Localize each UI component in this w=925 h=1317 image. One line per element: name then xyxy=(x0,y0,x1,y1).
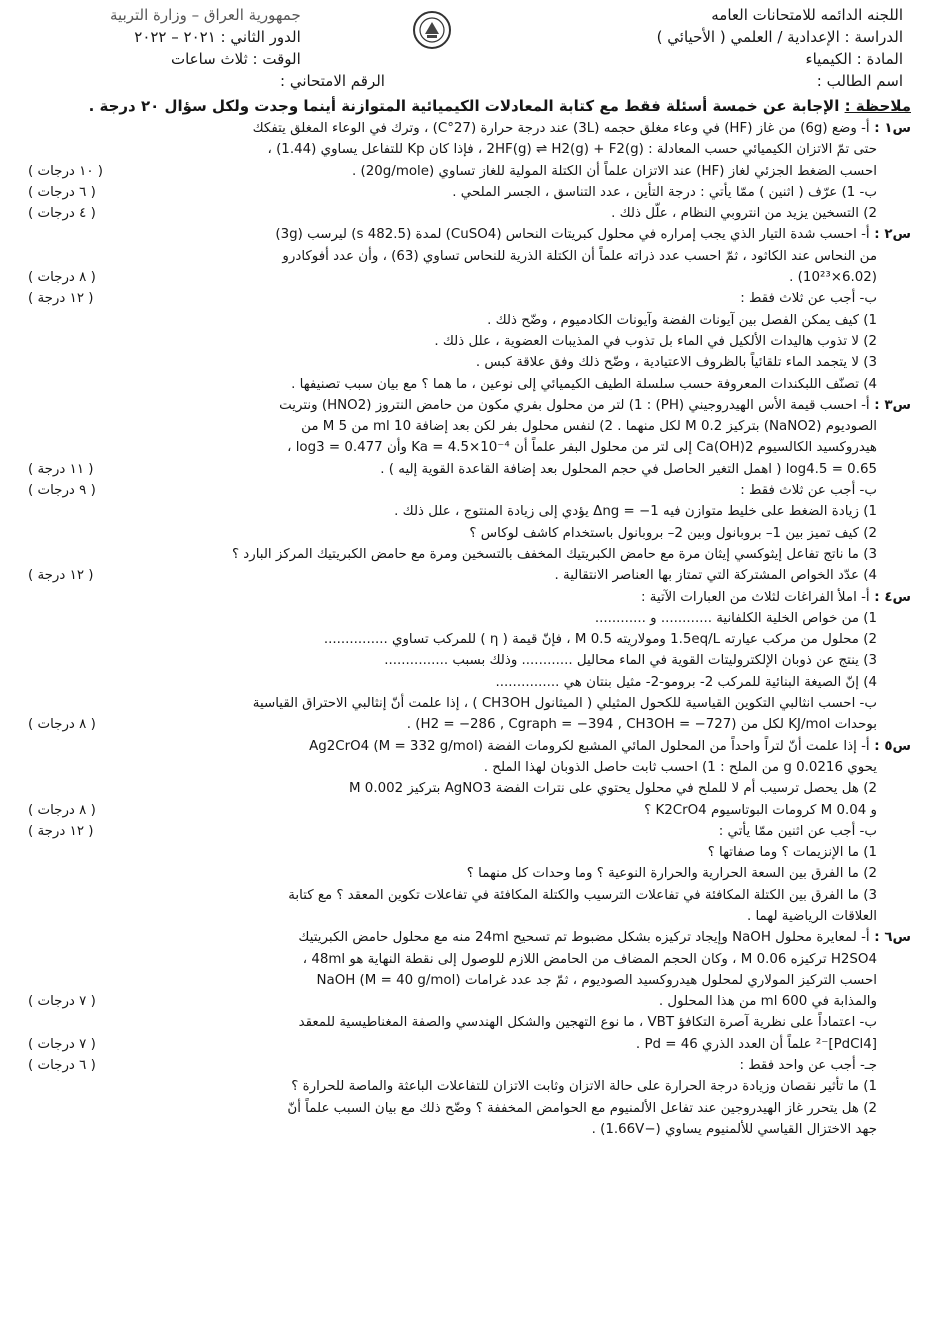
question-text: العلاقات الرياضية لهما . xyxy=(746,908,877,924)
question-line xyxy=(10,1034,911,1055)
question-line xyxy=(10,1012,911,1033)
question-text: ب- أجب عن ثلاث فقط : xyxy=(740,291,877,307)
question-text: 3) ما الفرق بين الكتلة المكافئة في تفاعلات الترسيب والكتلة المكافئة في تفاعلات تكوين المعقد ؟ مع كتابة xyxy=(288,887,877,903)
marks-label: ( ١٠ درجات ) xyxy=(28,163,104,179)
question-text: جهد الاختزال القياسي للألمنيوم يساوي (−1.66V) . xyxy=(591,1121,877,1137)
question-line xyxy=(10,459,911,480)
question-text: من النحاس عند الكاثود ، ثمّ احسب عدد ذراته علماً أن الكتلة الذرية للنحاس تساوي (63) ، وأن عدد أفوكادرو xyxy=(282,248,877,264)
question-line xyxy=(10,203,911,224)
question-line xyxy=(10,1055,911,1076)
question-line xyxy=(10,118,911,139)
question-line xyxy=(10,501,911,522)
exam-number-label: الرقم الامتحاني : xyxy=(280,72,385,90)
question-text: 2) هل يحصل ترسيب أم لا للملح في محلول يحتوي على نترات الفضة AgNO3 بتركيز 0.002 M xyxy=(348,781,877,797)
question-text: الصوديوم (NaNO2) بتركيز 0.2 M لكل منهما . 2) لنفس محلول بفر لكن بعد إضافة 10 ml من 5 M من xyxy=(301,419,877,435)
question-line xyxy=(10,736,911,757)
marks-label: ( ٤ درجات ) xyxy=(28,206,96,222)
question-text: (6.02×10²³) . xyxy=(789,270,877,286)
question-line xyxy=(10,608,911,629)
question-line xyxy=(10,970,911,991)
question-line xyxy=(10,672,911,693)
question-line xyxy=(10,310,911,331)
question-text: 3) ينتج عن ذوبان الإلكتروليتات القوية في الماء محاليل ............ وذلك بسبب ............... xyxy=(384,653,877,669)
question-line xyxy=(10,842,911,863)
question-text: احسب التركيز المولاري لمحلول هيدروكسيد الصوديوم ، ثمّ جد عدد غرامات NaOH (M = 40 g/mol) xyxy=(316,972,877,988)
question-line xyxy=(10,182,911,203)
question-line xyxy=(10,416,911,437)
question-line xyxy=(10,906,911,927)
marks-label: ( ٨ درجات ) xyxy=(28,270,96,286)
question-text: بوحدات KJ/mol لكل من (H2 = −286 , Cgraph = −394 , CH3OH = −727) . xyxy=(406,717,877,733)
question-line xyxy=(10,991,911,1012)
question-line xyxy=(10,395,911,416)
question-line xyxy=(10,949,911,970)
question-line xyxy=(10,1098,911,1119)
exam-note xyxy=(20,97,911,115)
question-number: س٦ : xyxy=(869,930,911,946)
question-line xyxy=(10,161,911,182)
exam-round: الدور الثاني : ٢٠٢١ – ٢٠٢٢ xyxy=(134,28,301,46)
question-text: 2) التسخين يزيد من انتروبي النظام ، علّل ذلك . xyxy=(611,206,877,222)
question-text: 2) كيف تميز بين 1– بروبانول وبين 2– بروبانول باستخدام كاشف لوكاس ؟ xyxy=(469,525,877,541)
question-text: ب- أجب عن اثنين ممّا يأتي : xyxy=(718,823,877,839)
note-label: ملاحظة : xyxy=(844,97,911,115)
question-line xyxy=(10,1119,911,1140)
question-line xyxy=(10,863,911,884)
question-text: و 0.04 M كرومات البوتاسيوم K2CrO4 ؟ xyxy=(644,802,877,818)
note-text: الإجابة عن خمسة أسئلة فقط مع كتابة المعادلات الكيميائية المتوازنة أينما وجدت ولكل سؤال ٢٠ درجة . xyxy=(88,97,840,115)
question-text: يحوي 0.0216 g من الملح : 1) احسب ثابت حاصل الذوبان لهذا الملح . xyxy=(483,759,877,775)
question-text: 3) لا يتجمد الماء تلقائياً بالظروف الاعتيادية ، وضّح ذلك وفق علاقة كبس . xyxy=(475,355,877,371)
question-number: س٣ : xyxy=(869,397,911,413)
question-text: ب- اعتماداً على نظرية آصرة التكافؤ VBT ، ما نوع التهجين والشكل الهندسي والصفة المغناطيسية للمعقد xyxy=(298,1015,877,1031)
question-number: س٤ : xyxy=(869,589,911,605)
question-text: جـ- أجب عن واحد فقط : xyxy=(739,1058,877,1074)
committee-name: اللجنه الدائمه للامتحانات العامه xyxy=(711,6,903,24)
question-line xyxy=(10,714,911,735)
question-text: 1) من خواص الخلية الكلفانية ............ و ............ xyxy=(594,610,877,626)
question-line xyxy=(10,778,911,799)
question-number: س٢ : xyxy=(869,227,911,243)
question-text: أ- لمعايرة محلول NaOH وإيجاد تركيزه بشكل مضبوط تم تسحيح 24ml منه مع محلول حامض الكبريتيك xyxy=(298,930,870,946)
question-line xyxy=(10,757,911,778)
question-line xyxy=(10,1076,911,1097)
marks-label: ( ٧ درجات ) xyxy=(28,1036,96,1052)
subject: المادة : الكيمياء xyxy=(805,50,903,68)
question-line xyxy=(10,139,911,160)
question-line xyxy=(10,544,911,565)
question-text: أ- إذا علمت أنّ لتراً واحداً من المحلول المائي المشبع لكرومات الفضة Ag2CrO4 (M = 332 g/mol) xyxy=(309,738,870,754)
question-text: 2) محلول من مركب عيارته 1.5eq/L ومولاريته 0.5 M ، فإنّ قيمة ( η ) للمركب تساوي ............... xyxy=(323,632,877,648)
question-line xyxy=(10,374,911,395)
header-right-block xyxy=(657,4,903,92)
question-text: 1) ما تأثير نقصان وزيادة درجة الحرارة على حالة الاتزان وثابت الاتزان للتفاعلات الباعثة والماصة للحرارة ؟ xyxy=(291,1079,877,1095)
marks-label: ( ٦ درجات ) xyxy=(28,184,96,200)
question-text: احسب الضغط الجزئي لغاز (HF) عند الاتزان علماً أن الكتلة المولية للغاز تساوي (20g/mole) . xyxy=(352,163,877,179)
question-line xyxy=(10,267,911,288)
question-text: أ- احسب شدة التيار الذي يجب إمراره في محلول كبريتات النحاس (CuSO4) لمدة (482.5 s) ليرسب (3g) xyxy=(275,227,870,243)
question-line xyxy=(10,587,911,608)
question-text: ب- 1) عرّف ( اثنين ) ممّا يأتي : درجة التأين ، عدد التناسق ، الجسر الملحي . xyxy=(452,184,877,200)
marks-label: ( ٨ درجات ) xyxy=(28,802,96,818)
study-branch: الدراسة : الإعدادية / العلمي ( الأحيائي ) xyxy=(656,28,903,46)
question-line xyxy=(10,331,911,352)
marks-label: ( ٦ درجات ) xyxy=(28,1058,96,1074)
marks-label: ( ١٢ درجة ) xyxy=(28,291,94,307)
ministry-name: جمهورية العراق – وزارة التربية xyxy=(110,6,301,24)
question-number: س٥ : xyxy=(869,738,911,754)
exam-header xyxy=(0,4,925,99)
question-line xyxy=(10,927,911,948)
ministry-seal-icon xyxy=(412,10,452,50)
question-text: 2) لا تذوب هاليدات الألكيل في الماء بل تذوب في المذيبات العضوية ، علل ذلك . xyxy=(434,333,877,349)
question-line xyxy=(10,885,911,906)
question-text: 2) ما الفرق بين السعة الحرارية والحرارة النوعية ؟ وما وحدات كل منهما ؟ xyxy=(466,866,877,882)
question-text: 1) زيادة الضغط على خليط متوازن فيه Δng = −1 يؤدي إلى زيادة المنتوج ، علل ذلك . xyxy=(394,504,877,520)
exam-time: الوقت : ثلاث ساعات xyxy=(170,50,301,68)
question-text: 4) إنّ الصيغة البنائية للمركب 2- برومو-2- مثيل بنتان هي ............... xyxy=(495,674,877,690)
questions-body xyxy=(10,118,911,1140)
question-line xyxy=(10,352,911,373)
marks-label: ( ١٢ درجة ) xyxy=(28,568,94,584)
question-text: 4) تصنّف اللبكندات المعروفة حسب سلسلة الطيف الكيميائي إلى نوعين ، ما هما ؟ مع بيان سبب تصنيفها . xyxy=(291,376,877,392)
question-text: 2) هل يتحرر غاز الهيدروجين عند تفاعل الألمنيوم مع الحوامض المخففة ؟ وضّح ذلك مع بيان السبب علماً أنّ xyxy=(287,1100,877,1116)
question-line xyxy=(10,693,911,714)
question-text: 1) ما الإنزيمات ؟ وما صفاتها ؟ xyxy=(707,845,877,861)
question-text: log4.5 = 0.65 ( اهمل التغير الحاصل في حجم المحلول بعد إضافة القاعدة القوية إليه ) . xyxy=(380,461,877,477)
question-line xyxy=(10,650,911,671)
question-text: هيدروكسيد الكالسيوم Ca(OH)2 إلى لتر من محلول البفر علماً أن Ka = 4.5×10⁻⁴ وأن log3 = 0.477 ، xyxy=(287,440,877,456)
marks-label: ( ٨ درجات ) xyxy=(28,717,96,733)
question-line xyxy=(10,523,911,544)
question-text: حتى تمّ الاتزان الكيميائي حسب المعادلة : 2HF(g) ⇌ H2(g) + F2(g) ، فإذا كان Kp للتفاعل يساوي (1.44) ، xyxy=(267,142,877,158)
question-line xyxy=(10,288,911,309)
question-text: 1) كيف يمكن الفصل بين آيونات الفضة وآيونات الكادميوم ، وضّح ذلك . xyxy=(487,312,877,328)
marks-label: ( ١٢ درجة ) xyxy=(28,823,94,839)
question-line xyxy=(10,821,911,842)
question-text: H2SO4 تركيزه 0.06 M ، وكان الحجم المضاف من الحامض اللازم للوصول إلى نقطة النهاية هو 48ml ، xyxy=(302,951,877,967)
question-text: 4) عدّد الخواص المشتركة التي تمتاز بها العناصر الانتقالية . xyxy=(554,568,877,584)
question-text: والمذابة في 600 ml من هذا المحلول . xyxy=(658,994,877,1010)
question-line xyxy=(10,224,911,245)
question-line xyxy=(10,565,911,586)
question-text: ب- احسب انثالبي التكوين القياسية للكحول المثيلي ( الميثانول CH3OH ) ، إذا علمت أنّ إنثالبي الاحتراق القياسية xyxy=(252,696,877,712)
question-text: أ- املأ الفراغات لثلاث من العبارات الآتية : xyxy=(640,589,870,605)
question-line xyxy=(10,437,911,458)
question-line xyxy=(10,246,911,267)
question-line xyxy=(10,800,911,821)
question-number: س١ : xyxy=(869,121,911,136)
question-text: أ- احسب قيمة الأس الهيدروجيني (PH) : 1) لتر من محلول بفري مكون من حامض النتروز (HNO2) ونتريت xyxy=(279,397,870,413)
header-left-block xyxy=(110,4,301,70)
student-name-label: اسم الطالب : xyxy=(816,72,903,90)
question-text: 3) ما ناتج تفاعل إيثوكسي إيثان مرة مع حامض الكبريتيك المخفف بالتسخين ومرة مع حامض الكبريتيك المركز البارد ؟ xyxy=(231,546,877,562)
marks-label: ( ٩ درجات ) xyxy=(28,483,96,499)
question-text: أ- وضع (6g) من غاز (HF) في وعاء مغلق حجمه (3L) عند درجة حرارة (27°C) ، وترك في الوعاء المغلق يتفكك xyxy=(252,121,870,136)
question-line xyxy=(10,629,911,650)
marks-label: ( ٧ درجات ) xyxy=(28,994,96,1010)
question-text: [PdCl4]⁻² علماً أن العدد الذري Pd = 46 . xyxy=(635,1036,877,1052)
question-line xyxy=(10,480,911,501)
question-text: ب- أجب عن ثلاث فقط : xyxy=(740,483,877,499)
marks-label: ( ١١ درجة ) xyxy=(28,461,94,477)
